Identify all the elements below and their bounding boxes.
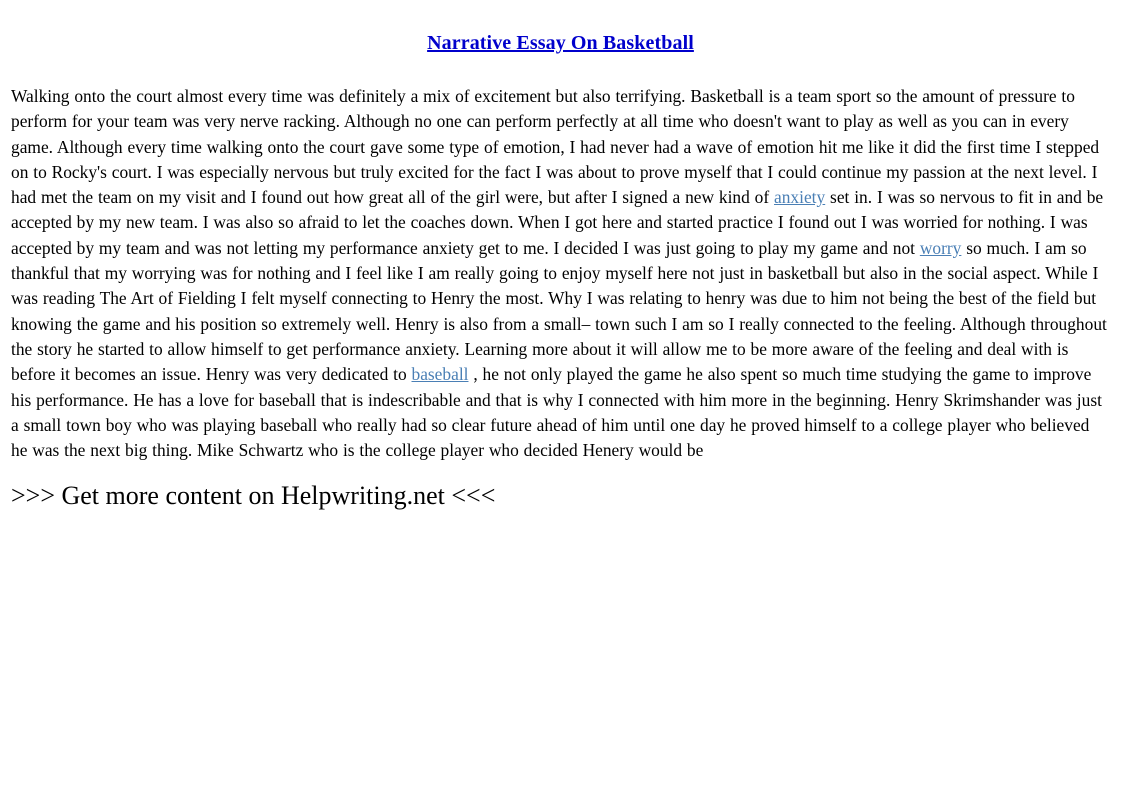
essay-text-part-2: set in. I was so nervous to fit in and be accepted by my new team. I was also so afraid to let the coaches down. When I got here and started practice I found out I was worried for nothing. I was accepted by my team and was not letting my performance anxiety get to me. I decided I was just going to play my game and not xyxy=(11,187,1104,258)
essay-text-part-4: , he not only played the game he also spent so much time studying the game to improve his performance. He has a love for baseball that is indescribable and that is why I connected with him more in the beginning. Henry Skrimshander was just a small town boy who was playing baseball who really had so clear future ahead of him until one day he proved himself to a college player who believed he was the next big thing. Mike Schwartz who is the college player who decided Henery would be xyxy=(11,364,1102,461)
worry-link[interactable]: worry xyxy=(919,237,962,258)
title-container xyxy=(11,0,1110,58)
essay-text-part-3: so much. I am so thankful that my worrying was for nothing and I feel like I am really going to enjoy myself here not just in basketball but also in the social aspect. While I was reading The Art of Fielding I felt myself connecting to Henry the most. Why I was relating to henry was due to him not being the best of the field but knowing the game and his position so extremely well. Henry is also from a small– town such I am so I really connected to the feeling. Although throughout the story he started to allow himself to get performance anxiety. Learning more about it will allow me to be more aware of the feeling and deal with is before it becomes an issue. Henry was very dedicated to xyxy=(11,237,1107,385)
anxiety-link[interactable]: anxiety xyxy=(774,187,826,208)
essay-body xyxy=(11,84,1110,463)
baseball-link[interactable]: baseball xyxy=(411,364,469,385)
more-content-link[interactable]: >>> Get more content on Helpwriting.net <<< xyxy=(11,481,496,511)
essay-text-part-1: Walking onto the court almost every time was definitely a mix of excitement but also terrifying. Basketball is a team sport so the amount of pressure to perform for your team was very nerve racking. Although no one can perform perfectly at all time who doesn't want to play as well as you can in every game. Although every time walking onto the court gave some type of emotion, I had never had a wave of emotion hit me like it did the first time I stepped on to Rocky's court. I was especially nervous but truly excited for the fact I was about to prove myself that I could continue my passion at the next level. I had met the team on my visit and I found out how great all of the girl were, but after I signed a new kind of xyxy=(11,86,1100,208)
page-title-link[interactable]: Narrative Essay On Basketball xyxy=(427,32,694,54)
